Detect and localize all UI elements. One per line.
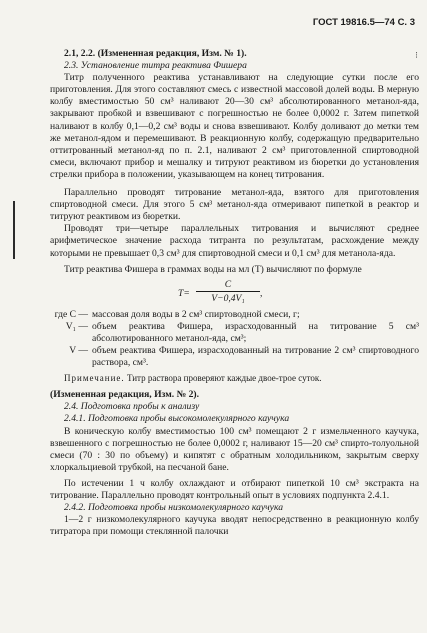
where-label: где C — — [54, 308, 88, 320]
section-2-4-1-paragraph-1: В коническую колбу вместимостью 100 см³ помещают 2 г измельченного каучука, взвешенного с погрешностью не более 0,0002 г, наливают 15—20 см³ спирто-толуольной смеси (70 : 30 по объему) и кипятят с обратным холодильником, закрытым сверху хлоркальциевой трубкой, на песчаной бане. — [50, 425, 419, 473]
formula-lhs: T= — [178, 287, 190, 299]
amendment-note-2: (Измененная редакция, Изм. № 2). — [50, 389, 200, 401]
section-2-3-paragraph-4: Титр реактива Фишера в граммах воды на мл (Т) вычисляют по формуле — [64, 263, 362, 275]
corner-mark: ⁝ — [415, 50, 418, 60]
formula-comma: , — [260, 287, 263, 299]
where-item — [50, 309, 419, 321]
where-label: V₁ — — [65, 320, 88, 332]
where-text: объем реактива Фишера, израсходованный на титрование 2 см³ спиртоводного раствора, см³. — [92, 344, 419, 369]
section-2-4-1-paragraph-2: По истечении 1 ч колбу охлаждают и отбирают пипеткой 10 см³ экстракта на титрование. Параллельно проводят контрольный опыт в условиях подпункта 2.4.1. — [50, 477, 419, 501]
formula-numerator: C — [196, 278, 260, 292]
titer-formula — [50, 278, 419, 308]
section-2-4-heading: 2.4. Подготовка пробы к анализу — [64, 401, 200, 413]
document-body — [50, 48, 419, 538]
formula-fraction — [196, 278, 263, 305]
section-2-4-2-heading: 2.4.2. Подготовка пробы низкомолекулярного каучука — [64, 502, 283, 514]
section-2-4-2-paragraph-1: 1—2 г низкомолекулярного каучука вводят непосредственно в реакционную колбу титратора при помощи стеклянной палочки — [50, 514, 419, 538]
where-item — [50, 345, 419, 369]
amendment-note-1: 2.1, 2.2. (Измененная редакция, Изм. № 1). — [64, 48, 247, 59]
section-2-3-paragraph-1: Титр полученного реактива устанавливают на следующие сутки после его приготовления. Для этого составляют смесь с известной массовой долей воды. В мерную колбу вместимостью 50 см³ наливают 20—30 см³ абсолютированного метанол-яда, закрывают пробкой и взвешивают с погрешностью не более 0,0002 г. Затем пипеткой наливают в колбу 0,1—0,2 см³ воды и снова взвешивают. Колбу доливают до метки тем же метанол-ядом и перемешивают. В реакционную колбу, содержащую предварительно оттитрованный метанол-яд по п. 2.1, наливают 2 см³ приготовленной спиртоводной смеси, включают прибор и мешалку и титруют реактивом из бюретки до установления стрелки прибора в положении, указывающем на конец титрования. — [50, 72, 419, 180]
margin-bar-mark — [13, 201, 15, 259]
where-label: V — — [69, 344, 88, 356]
note-label: Примечание. — [64, 373, 125, 384]
note — [64, 372, 419, 384]
section-2-3-paragraph-3: Проводят три—четыре параллельных титрования и вычисляют среднее арифметическое значение расхода титранта по результатам, расхождение между которыми не превышает 0,3 см³ для спиртоводной смеси и 0,1 см³ для метанола-яда. — [50, 223, 419, 259]
where-item — [50, 321, 419, 345]
where-text: массовая доля воды в 2 см³ спиртоводной смеси, г; — [92, 308, 300, 320]
page-header: ГОСТ 19816.5—74 С. 3 — [312, 17, 415, 28]
formula-denominator: V−0,4V₁ — [211, 292, 245, 304]
section-2-4-1-heading: 2.4.1. Подготовка пробы высокомолекулярного каучука — [64, 413, 290, 425]
section-2-3-paragraph-2: Параллельно проводят титрование метанол-яда, взятого для приготовления спиртоводной смеси. Для этого 5 см³ метанол-яда отмеривают пипеткой в реактор и титруют реактивом из бюретки. — [50, 187, 419, 223]
where-text: объем реактива Фишера, израсходованный на титрование 5 см³ абсолютированного метанол-яда, см³; — [92, 320, 419, 344]
section-2-3-heading: 2.3. Установление титра реактива Фишера — [64, 60, 247, 72]
note-text: Титр раствора проверяют каждые двое-трое суток. — [126, 373, 322, 384]
